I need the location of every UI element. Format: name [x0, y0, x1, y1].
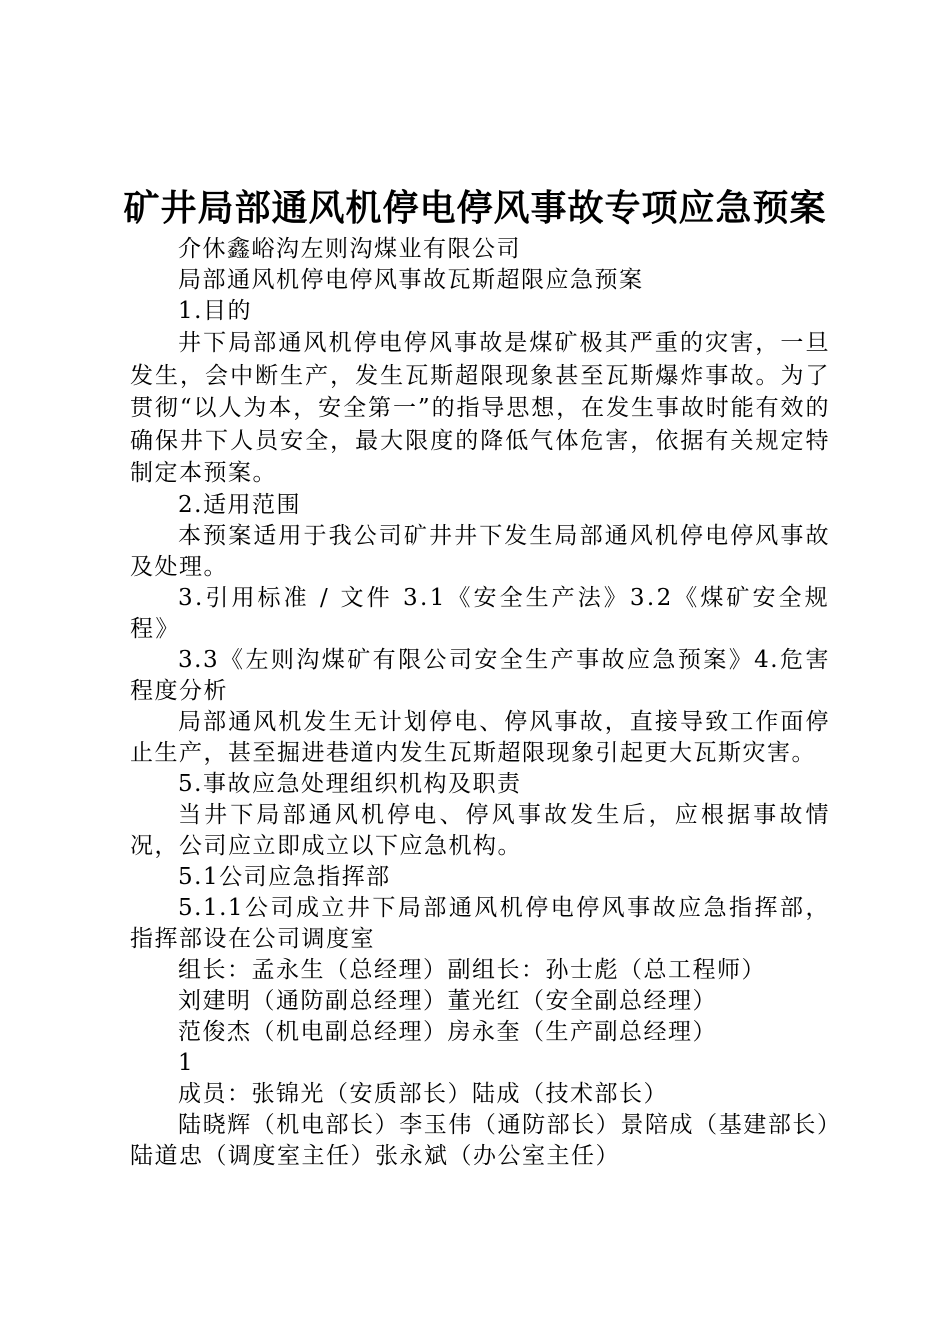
section-heading: 1.目的	[178, 298, 252, 324]
paragraph: 刘建明（通防副总经理）董光红（安全副总经理）	[178, 987, 717, 1014]
plan-subtitle: 局部通风机停电停风事故瓦斯超限应急预案	[178, 267, 644, 293]
paragraph: 当井下局部通风机停电、停风事故发生后，应根据事故情况，公司应立即成立以下应急机构。	[130, 801, 830, 859]
page-number: 1	[178, 1049, 195, 1076]
paragraph: 局部通风机发生无计划停电、停风事故，直接导致工作面停止生产，甚至掘进巷道内发生瓦斯超限现象引起更大瓦斯灾害。	[130, 708, 830, 766]
section-heading: 2.适用范围	[178, 491, 301, 518]
section-heading: 5.1公司应急指挥部	[178, 863, 391, 890]
paragraph: 本预案适用于我公司矿井井下发生局部通风机停电停风事故及处理。	[130, 522, 830, 580]
section-heading: 5.事故应急处理组织机构及职责	[178, 770, 522, 797]
paragraph: 陆晓辉（机电部长）李玉伟（通防部长）景陪成（基建部长）陆道忠（调度室主任）张永斌（办公室主任）	[130, 1111, 830, 1169]
paragraph: 3.3《左则沟煤矿有限公司安全生产事故应急预案》4.危害程度分析	[130, 646, 830, 704]
paragraph: 3.引用标准 / 文件 3.1《安全生产法》3.2《煤矿安全规程》	[130, 584, 830, 642]
paragraph: 5.1.1公司成立井下局部通风机停电停风事故应急指挥部，指挥部设在公司调度室	[130, 894, 830, 952]
paragraph: 范俊杰（机电副总经理）房永奎（生产副总经理）	[178, 1018, 717, 1045]
paragraph: 组长：孟永生（总经理）副组长：孙士彪（总工程师）	[178, 956, 766, 983]
paragraph: 成员：张锦光（安质部长）陆成（技术部长）	[178, 1080, 668, 1107]
document-title: 矿井局部通风机停电停风事故专项应急预案	[123, 187, 827, 229]
document-body	[130, 234, 830, 1172]
paragraph: 井下局部通风机停电停风事故是煤矿极其严重的灾害，一旦发生，会中断生产，发生瓦斯超限现象甚至瓦斯爆炸事故。为了贯彻“以人为本，安全第一”的指导思想，在发生事故时能有效的确保井下人员安全，最大限度的降低气体危害，依据有关规定特制定本预案。	[130, 330, 830, 486]
company-name: 介休鑫峪沟左则沟煤业有限公司	[178, 236, 521, 262]
